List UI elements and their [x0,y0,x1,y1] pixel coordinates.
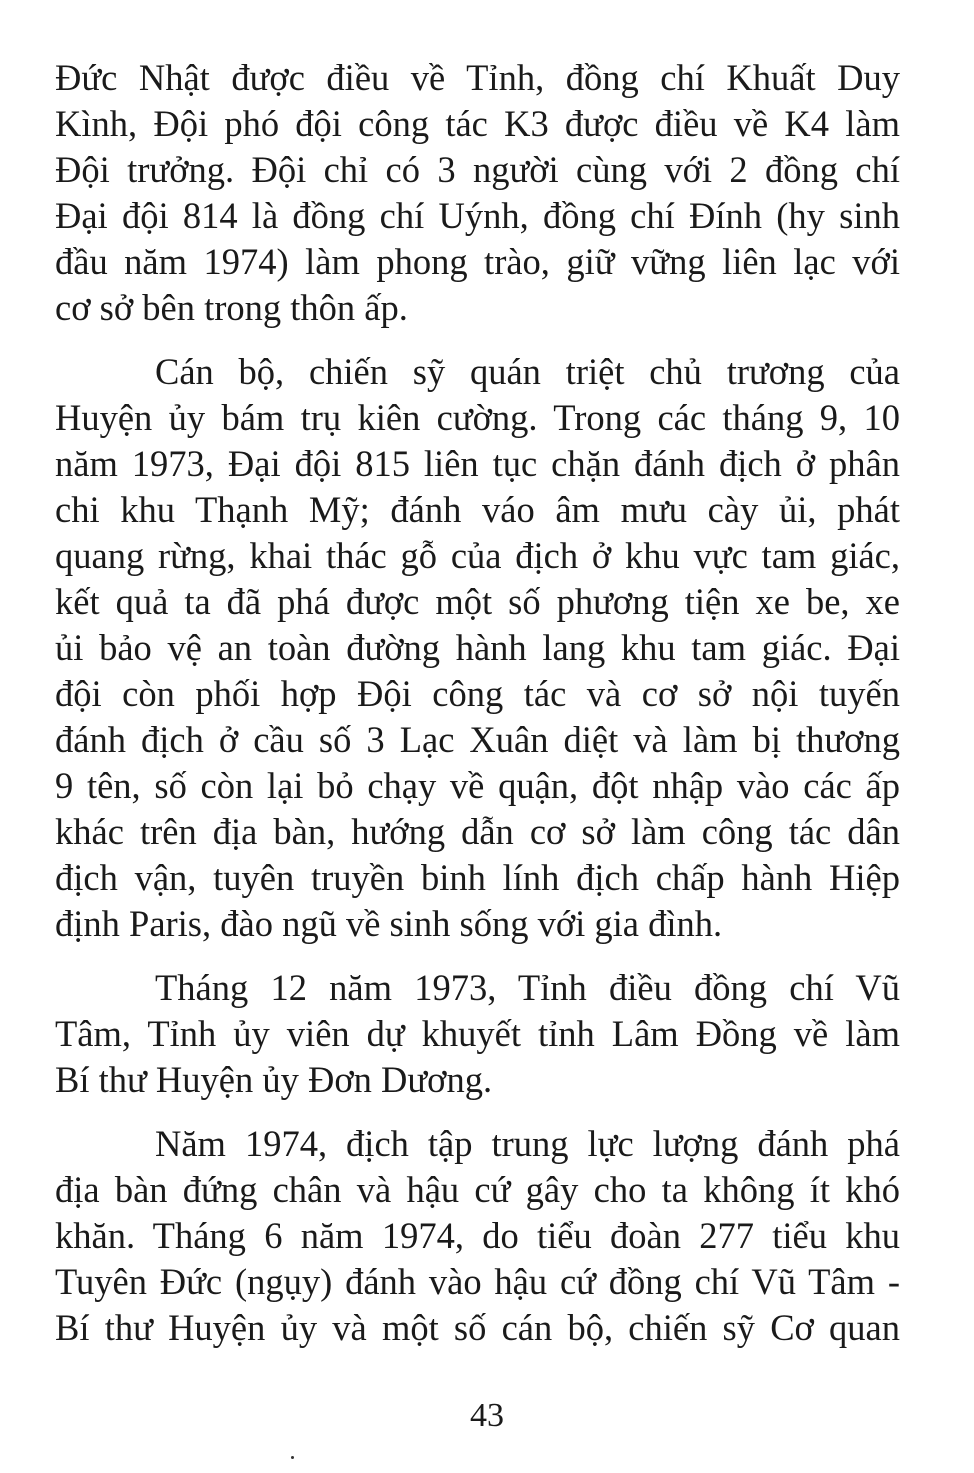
text-line: Năm 1974, địch tập trung lực lượng đánh phá [155,1123,900,1164]
text-line: Tháng 12 năm 1973, Tỉnh điều đồng chí Vũ [155,967,900,1008]
text-line: Cán bộ, chiến sỹ quán triệt chủ trương của [155,351,900,392]
text-line: 9 tên, số còn lại bỏ chạy về quận, đột nhập vào các ấp [55,765,900,806]
text-line: địa bàn đứng chân và hậu cứ gây cho ta không ít khó [55,1169,900,1210]
text-line: Huyện ủy bám trụ kiên cường. Trong các tháng 9, 10 [55,397,900,438]
paragraph-4 [55,1121,900,1351]
text-line: kết quả ta đã phá được một số phương tiện xe be, xe [55,581,900,622]
text-line: Kình, Đội phó đội công tác K3 được điều về K4 làm [55,103,900,144]
text-line: địch vận, tuyên truyền binh lính địch chấp hành Hiệp [55,857,900,898]
text-line: Bí thư Huyện ủy Đơn Dương. [55,1059,493,1100]
text-line: Tâm, Tỉnh ủy viên dự khuyết tỉnh Lâm Đồng về làm [55,1013,900,1054]
scan-speck [291,1456,294,1459]
text-line: năm 1973, Đại đội 815 liên tục chặn đánh địch ở phân [55,443,900,484]
text-line: đầu năm 1974) làm phong trào, giữ vững liên lạc với [55,241,900,282]
page-body [55,55,900,1351]
text-line: khăn. Tháng 6 năm 1974, do tiểu đoàn 277 tiểu khu [55,1215,900,1256]
text-line: chi khu Thạnh Mỹ; đánh váo âm mưu cày ủi, phát [55,489,900,530]
text-line: đội còn phối hợp Đội công tác và cơ sở nội tuyến [55,673,900,714]
page-number: 43 [470,1397,504,1434]
paragraph-1 [55,55,900,331]
text-line: đánh địch ở cầu số 3 Lạc Xuân diệt và làm bị thương [55,719,900,760]
paragraph-3 [55,965,900,1103]
text-line: Bí thư Huyện ủy và một số cán bộ, chiến sỹ Cơ quan [55,1307,900,1348]
text-line: Đội trưởng. Đội chỉ có 3 người cùng với 2 đồng chí [55,149,900,190]
text-line: cơ sở bên trong thôn ấp. [55,287,408,328]
text-line: Tuyên Đức (ngụy) đánh vào hậu cứ đồng chí Vũ Tâm - [55,1261,900,1302]
text-line: định Paris, đào ngũ về sinh sống với gia đình. [55,903,723,944]
text-line: Đức Nhật được điều về Tỉnh, đồng chí Khuất Duy [55,57,900,98]
text-line: quang rừng, khai thác gỗ của địch ở khu vực tam giác, [55,535,900,576]
text-line: ủi bảo vệ an toàn đường hành lang khu tam giác. Đại [55,627,900,668]
paragraph-2 [55,349,900,947]
text-line: khác trên địa bàn, hướng dẫn cơ sở làm công tác dân [55,811,900,852]
text-line: Đại đội 814 là đồng chí Uýnh, đồng chí Đính (hy sinh [55,195,900,236]
